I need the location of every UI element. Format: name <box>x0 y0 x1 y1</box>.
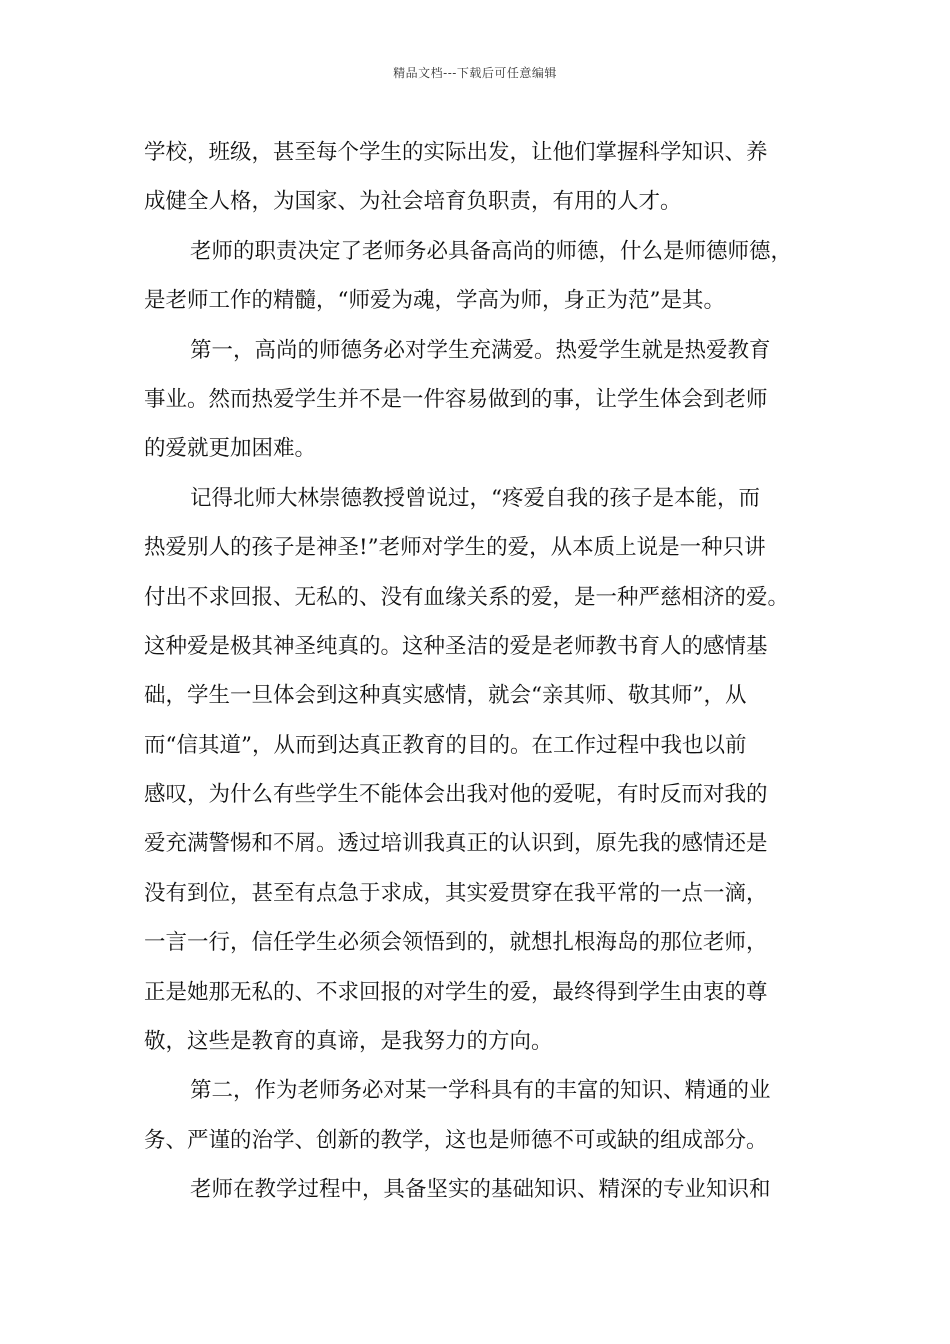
text-line: 学校，班级，甚至每个学生的实际出发，让他们掌握科学知识、养 <box>144 140 768 165</box>
text-line: 第一，高尚的师德务必对学生充满爱。热爱学生就是热爱教育 <box>190 337 771 363</box>
text-line: 付出不求回报、无私的、没有血缘关系的爱，是一种严慈相济的爱。 <box>144 584 790 610</box>
text-line: 敬，这些是教育的真谛，是我努力的方向。 <box>144 1029 553 1055</box>
body-text <box>144 128 814 1215</box>
text-line: 是老师工作的精髓，“师爱为魂，学高为师，身正为范”是其。 <box>144 288 725 314</box>
text-line: 感叹，为什么有些学生不能体会出我对他的爱呢，有时反而对我的 <box>144 782 768 808</box>
text-line: 爱充满警惕和不屑。透过培训我真正的认识到，原先我的感情还是 <box>144 831 768 857</box>
text-line: 正是她那无私的、不求回报的对学生的爱，最终得到学生由衷的尊 <box>144 979 768 1005</box>
text-line: 没有到位，甚至有点急于求成，其实爱贯穿在我平常的一点一滴， <box>144 880 768 906</box>
text-line: 事业。然而热爱学生并不是一件容易做到的事，让学生体会到老师 <box>144 386 768 412</box>
text-line: 老师的职责决定了老师务必具备高尚的师德，什么是师德师德， <box>190 238 793 264</box>
text-line: 成健全人格，为国家、为社会培育负职责，有用的人才。 <box>144 189 682 215</box>
text-line: 一言一行，信任学生必须会领悟到的，就想扎根海岛的那位老师， <box>144 930 768 956</box>
text-line: 这种爱是极其神圣纯真的。这种圣洁的爱是老师教书育人的感情基 <box>144 633 768 659</box>
text-line: 务、严谨的治学、创新的教学，这也是师德不可或缺的组成部分。 <box>144 1127 768 1153</box>
text-line: 第二，作为老师务必对某一学科具有的丰富的知识、精通的业 <box>190 1078 771 1104</box>
page-header: 精品文档---下载后可任意编辑 <box>393 66 557 80</box>
text-line: 础，学生一旦体会到这种真实感情，就会“亲其师、敬其师”，从 <box>144 683 747 709</box>
text-line: 记得北师大林崇德教授曾说过，“疼爱自我的孩子是本能，而 <box>190 485 760 511</box>
text-line: 的爱就更加困难。 <box>144 436 317 462</box>
text-line: 热爱别人的孩子是神圣!”老师对学生的爱，从本质上说是一种只讲 <box>144 535 766 561</box>
text-line: 而“信其道”，从而到达真正教育的目的。在工作过程中我也以前 <box>144 732 747 758</box>
text-line: 老师在教学过程中，具备坚实的基础知识、精深的专业知识和 <box>190 1177 771 1203</box>
